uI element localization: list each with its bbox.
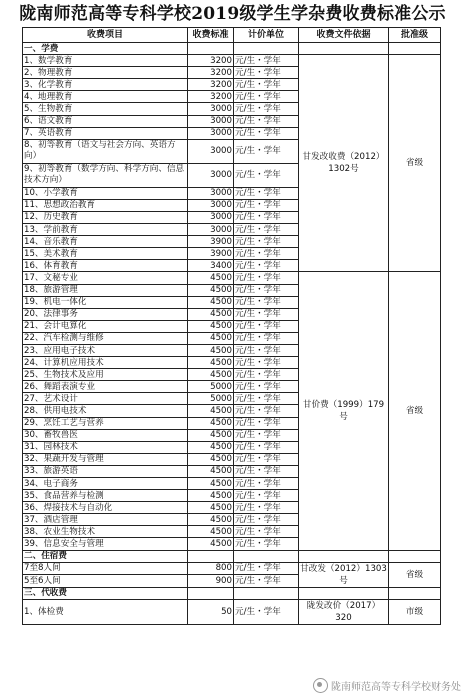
fee-value: 4500 (188, 429, 234, 441)
fee-value: 4500 (188, 441, 234, 453)
fee-value: 900 (188, 575, 234, 588)
item-name: 6、语文教育 (23, 115, 188, 127)
empty-cell (299, 550, 389, 562)
unit-value: 元/生・学年 (234, 332, 299, 344)
table-row (23, 55, 441, 67)
fee-value: 50 (188, 599, 234, 624)
unit-value: 元/生・学年 (234, 224, 299, 236)
fee-value: 4500 (188, 502, 234, 514)
empty-cell (389, 587, 441, 599)
item-name: 10、小学教育 (23, 187, 188, 199)
item-name: 8、初等教育（语文与社会方向、英语方向） (23, 139, 188, 163)
fee-value: 5000 (188, 381, 234, 393)
fee-value: 4500 (188, 369, 234, 381)
page-title: 陇南师范高等专科学校2019级学生学杂费收费标准公示 (19, 4, 446, 24)
unit-value: 元/生・学年 (234, 284, 299, 296)
unit-value: 元/生・学年 (234, 55, 299, 67)
level-cell: 省级 (389, 562, 441, 587)
unit-value: 元/生・学年 (234, 103, 299, 115)
fee-value: 4500 (188, 308, 234, 320)
fee-value: 800 (188, 562, 234, 575)
empty-cell (188, 587, 234, 599)
header-level: 批准级 (389, 28, 441, 43)
fee-value: 4500 (188, 490, 234, 502)
fee-value: 3000 (188, 115, 234, 127)
unit-value: 元/生・学年 (234, 526, 299, 538)
fee-value: 3000 (188, 199, 234, 211)
fee-value: 3000 (188, 224, 234, 236)
item-name: 37、酒店管理 (23, 514, 188, 526)
fee-value: 3400 (188, 260, 234, 272)
fee-table (22, 27, 441, 625)
section-label: 三、代收费 (23, 587, 188, 599)
item-name: 7、英语教育 (23, 127, 188, 139)
fee-value: 3000 (188, 139, 234, 163)
item-name: 23、应用电子技术 (23, 344, 188, 356)
unit-value: 元/生・学年 (234, 369, 299, 381)
section-row (23, 587, 441, 599)
item-name: 27、艺术设计 (23, 393, 188, 405)
section-label: 一、学费 (23, 43, 188, 55)
unit-value: 元/生・学年 (234, 67, 299, 79)
unit-value: 元/生・学年 (234, 562, 299, 575)
unit-value: 元/生・学年 (234, 405, 299, 417)
item-name: 4、地理教育 (23, 91, 188, 103)
item-name: 32、果蔬开发与管理 (23, 453, 188, 465)
unit-value: 元/生・学年 (234, 115, 299, 127)
fee-value: 3000 (188, 211, 234, 223)
item-name: 39、信息安全与管理 (23, 538, 188, 550)
unit-value: 元/生・学年 (234, 514, 299, 526)
unit-value: 元/生・学年 (234, 163, 299, 187)
item-name: 19、机电一体化 (23, 296, 188, 308)
fee-value: 4500 (188, 332, 234, 344)
fee-value: 3200 (188, 79, 234, 91)
fee-value: 4500 (188, 453, 234, 465)
item-name: 16、体育教育 (23, 260, 188, 272)
unit-value: 元/生・学年 (234, 538, 299, 550)
header-unit: 计价单位 (234, 28, 299, 43)
unit-value: 元/生・学年 (234, 236, 299, 248)
section-row (23, 43, 441, 55)
item-name: 21、会计电算化 (23, 320, 188, 332)
header-item: 收费项目 (23, 28, 188, 43)
fee-value: 3200 (188, 67, 234, 79)
item-name: 22、汽车检测与维修 (23, 332, 188, 344)
item-name: 34、电子商务 (23, 478, 188, 490)
unit-value: 元/生・学年 (234, 490, 299, 502)
item-name: 20、法律事务 (23, 308, 188, 320)
unit-value: 元/生・学年 (234, 127, 299, 139)
item-name: 15、美术教育 (23, 248, 188, 260)
item-name: 1、体检费 (23, 599, 188, 624)
item-name: 1、数学教育 (23, 55, 188, 67)
unit-value: 元/生・学年 (234, 502, 299, 514)
empty-cell (299, 43, 389, 55)
basis-cell: 陇发改价（2017）320 (299, 599, 389, 624)
unit-value: 元/生・学年 (234, 599, 299, 624)
level-cell: 省级 (389, 272, 441, 550)
item-name: 30、畜牧兽医 (23, 429, 188, 441)
fee-value: 3200 (188, 55, 234, 67)
basis-cell: 甘价费（1999）179号 (299, 272, 389, 550)
level-cell: 市级 (389, 599, 441, 624)
table-row (23, 599, 441, 624)
item-name: 2、物理教育 (23, 67, 188, 79)
empty-cell (234, 550, 299, 562)
fee-value: 3000 (188, 127, 234, 139)
fee-value: 3900 (188, 248, 234, 260)
item-name: 13、学前教育 (23, 224, 188, 236)
basis-cell: 甘发改收费（2012）1302号 (299, 55, 389, 272)
unit-value: 元/生・学年 (234, 139, 299, 163)
unit-value: 元/生・学年 (234, 248, 299, 260)
unit-value: 元/生・学年 (234, 79, 299, 91)
unit-value: 元/生・学年 (234, 453, 299, 465)
item-name: 24、计算机应用技术 (23, 357, 188, 369)
fee-value: 4500 (188, 526, 234, 538)
unit-value: 元/生・学年 (234, 381, 299, 393)
unit-value: 元/生・学年 (234, 272, 299, 284)
item-name: 3、化学教育 (23, 79, 188, 91)
unit-value: 元/生・学年 (234, 429, 299, 441)
watermark-text: 陇南师范高等专科学校财务处 (331, 682, 461, 693)
fee-value: 4500 (188, 405, 234, 417)
unit-value: 元/生・学年 (234, 465, 299, 477)
unit-value: 元/生・学年 (234, 260, 299, 272)
unit-value: 元/生・学年 (234, 575, 299, 588)
fee-value: 4500 (188, 357, 234, 369)
empty-cell (188, 550, 234, 562)
fee-value: 3000 (188, 163, 234, 187)
header-basis: 收费文件依据 (299, 28, 389, 43)
item-name: 26、舞蹈表演专业 (23, 381, 188, 393)
fee-value: 3900 (188, 236, 234, 248)
fee-value: 3000 (188, 103, 234, 115)
item-name: 12、历史教育 (23, 211, 188, 223)
item-name: 28、供用电技术 (23, 405, 188, 417)
unit-value: 元/生・学年 (234, 393, 299, 405)
table-row (23, 272, 441, 284)
item-name: 38、农业生物技术 (23, 526, 188, 538)
header-fee: 收费标准 (188, 28, 234, 43)
fee-value: 4500 (188, 272, 234, 284)
watermark (313, 678, 461, 693)
fee-value: 4500 (188, 417, 234, 429)
fee-value: 4500 (188, 538, 234, 550)
unit-value: 元/生・学年 (234, 187, 299, 199)
fee-value: 3200 (188, 91, 234, 103)
item-name: 25、生物技术及应用 (23, 369, 188, 381)
fee-value: 4500 (188, 465, 234, 477)
empty-cell (299, 587, 389, 599)
unit-value: 元/生・学年 (234, 344, 299, 356)
empty-cell (389, 550, 441, 562)
item-name: 5、生物教育 (23, 103, 188, 115)
item-name: 17、文秘专业 (23, 272, 188, 284)
empty-cell (234, 587, 299, 599)
item-name: 31、园林技术 (23, 441, 188, 453)
item-name: 33、旅游英语 (23, 465, 188, 477)
item-name: 9、初等教育（数学方向、科学方向、信息技术方向） (23, 163, 188, 187)
fee-value: 4500 (188, 284, 234, 296)
fee-value: 3000 (188, 187, 234, 199)
unit-value: 元/生・学年 (234, 320, 299, 332)
item-name: 18、旅游管理 (23, 284, 188, 296)
fee-value: 4500 (188, 478, 234, 490)
item-name: 35、食品营养与检测 (23, 490, 188, 502)
section-row (23, 550, 441, 562)
fee-value: 4500 (188, 296, 234, 308)
item-name: 11、思想政治教育 (23, 199, 188, 211)
item-name: 29、烹饪工艺与营养 (23, 417, 188, 429)
unit-value: 元/生・学年 (234, 91, 299, 103)
item-name: 14、音乐教育 (23, 236, 188, 248)
unit-value: 元/生・学年 (234, 308, 299, 320)
empty-cell (188, 43, 234, 55)
table-row (23, 562, 441, 575)
unit-value: 元/生・学年 (234, 199, 299, 211)
unit-value: 元/生・学年 (234, 211, 299, 223)
table-header-row (23, 28, 441, 43)
unit-value: 元/生・学年 (234, 357, 299, 369)
fee-value: 4500 (188, 320, 234, 332)
fee-value: 5000 (188, 393, 234, 405)
wechat-channel-icon (313, 678, 328, 693)
empty-cell (234, 43, 299, 55)
section-label: 二、住宿费 (23, 550, 188, 562)
unit-value: 元/生・学年 (234, 296, 299, 308)
basis-cell: 甘改发（2012）1303号 (300, 563, 387, 586)
empty-cell (389, 43, 441, 55)
unit-value: 元/生・学年 (234, 441, 299, 453)
unit-value: 元/生・学年 (234, 478, 299, 490)
level-cell: 省级 (389, 55, 441, 272)
item-name: 7至8人间 (23, 562, 188, 575)
fee-value: 4500 (188, 514, 234, 526)
item-name: 36、焊接技术与自动化 (23, 502, 188, 514)
fee-value: 4500 (188, 344, 234, 356)
item-name: 5至6人间 (23, 575, 188, 588)
unit-value: 元/生・学年 (234, 417, 299, 429)
